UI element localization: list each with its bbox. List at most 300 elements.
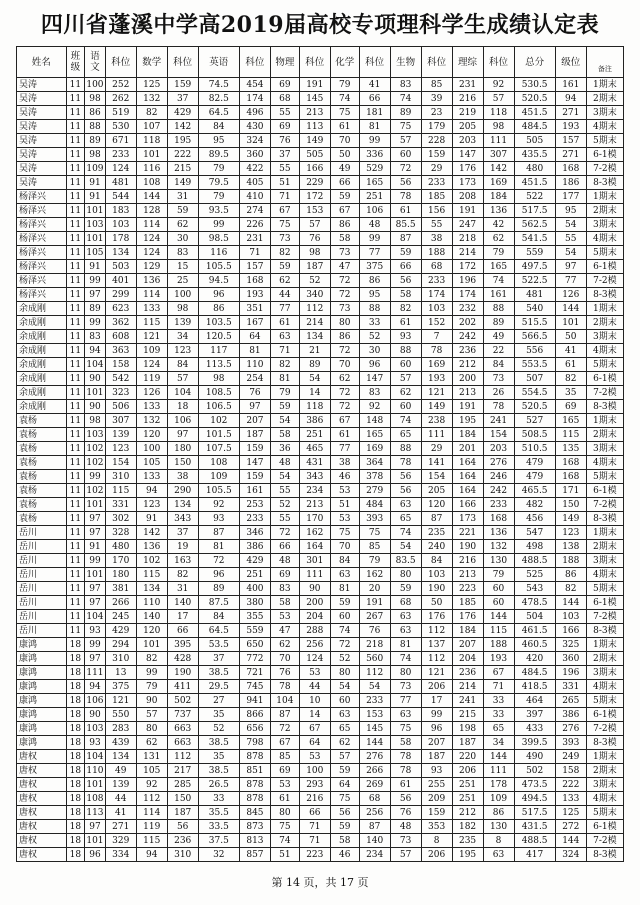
column-header: 班 级 [66,47,85,78]
table-cell: 10 [299,694,330,708]
table-cell: 64.5 [198,624,239,638]
table-cell: 38 [330,456,359,470]
table-cell: 14 [299,708,330,722]
table-cell: 139 [105,428,136,442]
table-cell: 74.5 [198,78,239,92]
table-cell: 76 [270,666,299,680]
table-cell: 84 [483,358,514,372]
table-cell: 92 [136,778,167,792]
table-cell: 623 [105,302,136,316]
table-cell: 4期末 [586,344,623,358]
table-cell: 139 [167,316,198,330]
table-cell: 187 [421,750,452,764]
table-cell: 104 [167,386,198,400]
table-cell: 95 [359,288,390,302]
table-cell: 439 [105,736,136,750]
table-cell: 72 [330,274,359,288]
table-cell: 82 [167,568,198,582]
table-cell: 188 [555,554,586,568]
table-row [17,428,624,442]
table-cell: 63 [270,330,299,344]
table-cell: 袁杨 [17,456,67,470]
table-cell: 68 [390,596,421,610]
table-cell: 岳川 [17,596,67,610]
table-cell: 岳川 [17,554,67,568]
table-cell: 559 [514,246,555,260]
table-cell: 429 [239,554,270,568]
table-cell: 11 [66,414,85,428]
table-cell: 5期末 [586,806,623,820]
table-cell: 60 [390,400,421,414]
table-cell: 37 [167,526,198,540]
table-cell: 134 [136,582,167,596]
table-cell: 85 [270,750,299,764]
table-cell: 11 [66,554,85,568]
table-cell: 53 [270,610,299,624]
table-cell: 478.5 [514,596,555,610]
table-cell: 98 [85,414,106,428]
table-cell: 433 [514,722,555,736]
table-cell: 88 [483,302,514,316]
table-cell: 190 [167,666,198,680]
table-cell: 496 [239,106,270,120]
table-cell: 95 [198,134,239,148]
column-header: 科位 [359,47,390,78]
table-cell: 149 [421,400,452,414]
table-cell: 431 [299,456,330,470]
table-cell: 72 [330,288,359,302]
table-cell: 147 [452,148,483,162]
table-cell: 115 [555,428,586,442]
table-cell: 484.5 [514,120,555,134]
table-cell: 60 [483,582,514,596]
table-cell: 79.5 [198,176,239,190]
table-cell: 72 [270,722,299,736]
table-cell: 101 [555,316,586,330]
table-row [17,358,624,372]
table-cell: 53 [299,750,330,764]
table-cell: 105 [136,764,167,778]
table-cell: 149 [555,512,586,526]
table-cell: 529 [359,162,390,176]
table-cell: 94 [136,848,167,862]
table-cell: 11 [66,344,85,358]
table-cell: 65 [390,428,421,442]
table-cell: 214 [452,680,483,694]
table-cell: 97 [85,582,106,596]
table-cell: 55 [555,232,586,246]
table-cell: 283 [105,722,136,736]
table-cell: 206 [421,848,452,862]
table-cell: 530.5 [514,78,555,92]
table-cell: 81 [390,638,421,652]
table-cell: 228 [421,134,452,148]
table-cell: 62 [270,638,299,652]
table-cell: 72 [330,344,359,358]
table-cell: 121 [421,666,452,680]
table-cell: 178 [483,778,514,792]
table-cell: 3期末 [586,442,623,456]
table-cell: 101 [86,233,104,244]
table-row [17,330,624,344]
table-cell: 142 [167,120,198,134]
table-cell: 6-1模 [586,148,623,162]
table-cell: 1期末 [586,638,623,652]
table-cell: 101.5 [198,428,239,442]
table-cell: 3期末 [586,330,623,344]
table-cell: 331 [555,680,586,694]
table-cell: 241 [452,694,483,708]
table-row [17,274,624,288]
table-cell: 82 [390,302,421,316]
table-cell: 41 [359,78,390,92]
table-cell: 19 [167,540,198,554]
table-cell: 153 [299,204,330,218]
table-cell: 159 [239,470,270,484]
table-cell: 873 [239,820,270,834]
table-cell: 508.5 [514,428,555,442]
table-cell: 94 [555,92,586,106]
table-cell: 878 [239,778,270,792]
table-cell: 174 [452,288,483,302]
table-cell: 144 [483,610,514,624]
table-row [17,400,624,414]
table-cell: 267 [359,610,390,624]
table-cell: 76 [359,624,390,638]
table-cell: 106 [167,414,198,428]
table-cell: 岳川 [17,568,67,582]
table-cell: 37 [270,148,299,162]
table-cell: 袁杨 [17,414,67,428]
table-cell: 506 [105,400,136,414]
table-cell: 82 [270,358,299,372]
table-cell: 218 [359,638,390,652]
table-cell: 74 [483,274,514,288]
table-cell: 83 [167,246,198,260]
table-cell: 608 [105,330,136,344]
table-cell: 167 [239,316,270,330]
table-cell: 132 [136,414,167,428]
table-cell: 89 [483,316,514,330]
table-cell: 余成刚 [17,302,67,316]
table-cell: 103 [86,429,104,440]
table-cell: 238 [421,414,452,428]
table-cell: 康鸿 [17,694,67,708]
table-cell: 33 [198,792,239,806]
table-cell: 397 [514,708,555,722]
table-cell: 60 [483,596,514,610]
table-cell: 78 [390,456,421,470]
table-cell: 172 [299,190,330,204]
table-cell: 75 [330,526,359,540]
table-cell: 435.5 [514,148,555,162]
table-cell: 95 [555,204,586,218]
table-cell: 343 [299,470,330,484]
table-cell: 68 [270,92,299,106]
table-cell: 84 [167,358,198,372]
table-cell: 103 [421,568,452,582]
table-cell: 216 [452,554,483,568]
table-cell: 94 [136,484,167,498]
table-cell: 61 [390,778,421,792]
table-cell: 190 [421,582,452,596]
table-cell: 66 [167,624,198,638]
table-cell: 81 [198,540,239,554]
table-cell: 31 [167,190,198,204]
table-cell: 236 [167,834,198,848]
table-cell: 3期末 [586,778,623,792]
table-cell: 18 [66,708,85,722]
table-cell: 87 [198,526,239,540]
table-row [17,372,624,386]
table-cell: 193 [239,288,270,302]
table-cell: 118 [483,106,514,120]
table-cell: 343 [167,512,198,526]
table-cell: 11 [66,162,85,176]
table-cell: 60 [390,358,421,372]
table-cell: 57 [390,848,421,862]
table-cell: 480 [105,540,136,554]
table-cell: 11 [66,512,85,526]
table-cell: 177 [555,190,586,204]
table-cell: 293 [299,778,330,792]
table-cell: 84 [421,554,452,568]
table-cell: 余成刚 [17,372,67,386]
table-cell: 25 [167,274,198,288]
table-cell: 93 [198,512,239,526]
table-cell: 78 [390,190,421,204]
table-cell: 246 [483,470,514,484]
table-cell: 62 [330,736,359,750]
table-cell: 83 [390,78,421,92]
table-cell: 33 [359,316,390,330]
table-cell: 7-2模 [586,610,623,624]
table-cell: 213 [299,106,330,120]
table-body [17,78,624,862]
table-row [17,596,624,610]
table-cell: 161 [239,484,270,498]
table-cell: 65 [330,722,359,736]
table-cell: 26 [483,386,514,400]
table-row [17,722,624,736]
table-cell: 196 [452,274,483,288]
table-cell: 34 [483,736,514,750]
table-cell: 159 [421,806,452,820]
table-cell: 110 [239,358,270,372]
table-cell: 99 [359,134,390,148]
table-cell: 878 [239,792,270,806]
table-cell: 178 [105,232,136,246]
table-cell: 451.5 [514,176,555,190]
table-cell: 650 [239,638,270,652]
table-cell: 81 [270,372,299,386]
table-cell: 158 [555,764,586,778]
table-row [17,288,624,302]
table-cell: 129 [136,260,167,274]
table-cell: 66 [299,806,330,820]
table-cell: 251 [239,568,270,582]
table-cell: 53 [270,778,299,792]
column-header: 理综 [452,47,483,78]
table-cell: 18 [66,778,85,792]
table-cell: 2期末 [586,204,623,218]
table-cell: 544 [105,190,136,204]
table-cell: 288 [299,624,330,638]
table-cell: 48 [270,554,299,568]
table-cell: 174 [421,288,452,302]
table-cell: 56 [390,484,421,498]
table-cell: 217 [167,764,198,778]
table-cell: 99 [85,638,106,652]
table-cell: 145 [299,92,330,106]
table-cell: 79 [483,568,514,582]
table-cell: 96 [198,288,239,302]
table-cell: 杨泽兴 [17,260,67,274]
table-cell: 360 [239,148,270,162]
table-cell: 6-1模 [586,596,623,610]
table-cell: 64 [299,736,330,750]
table-cell: 184 [452,428,483,442]
table-cell: 91 [85,176,106,190]
table-cell: 133 [136,470,167,484]
table-cell: 86 [198,302,239,316]
table-cell: 59 [330,190,359,204]
table-cell: 198 [452,722,483,736]
table-cell: 162 [299,526,330,540]
table-row [17,414,624,428]
table-cell: 488.5 [514,834,555,848]
table-cell: 92 [198,498,239,512]
table-cell: 745 [239,680,270,694]
table-cell: 226 [239,218,270,232]
table-row [17,78,624,92]
table-cell: 134 [167,498,198,512]
table-cell: 唐权 [17,778,67,792]
table-cell: 18 [66,666,85,680]
table-cell: 120 [421,498,452,512]
column-header: 语 文 [85,47,106,78]
table-cell: 473.5 [514,778,555,792]
table-cell: 541.5 [514,232,555,246]
table-cell: 149 [299,134,330,148]
table-cell: 唐权 [17,834,67,848]
table-cell: 515.5 [514,316,555,330]
table-cell: 165 [359,176,390,190]
table-cell: 147 [359,372,390,386]
table-cell: 49 [105,764,136,778]
table-cell: 63 [390,498,421,512]
table-cell: 125 [136,78,167,92]
table-cell: 878 [239,750,270,764]
table-cell: 62 [167,218,198,232]
table-cell: 144 [555,834,586,848]
table-cell: 547 [514,526,555,540]
table-cell: 42 [483,218,514,232]
table-cell: 8-3模 [586,400,623,414]
table-header-row [17,47,624,78]
table-cell: 59 [390,246,421,260]
table-cell: 27 [198,694,239,708]
table-cell: 497.5 [514,260,555,274]
table-cell: 72 [270,526,299,540]
table-cell: 53 [330,484,359,498]
table-cell: 310 [167,848,198,862]
table-cell: 169 [421,358,452,372]
table-cell: 56 [390,274,421,288]
table-cell: 205 [452,120,483,134]
table-cell: 200 [452,372,483,386]
table-cell: 164 [299,540,330,554]
table-cell: 150 [167,456,198,470]
table-cell: 72 [198,554,239,568]
table-cell: 140 [359,834,390,848]
table-cell: 4期末 [586,792,623,806]
table-cell: 90 [85,708,106,722]
table-cell: 康鸿 [17,638,67,652]
table-row [17,610,624,624]
table-cell: 杨泽兴 [17,274,67,288]
table-cell: 124 [136,246,167,260]
table-cell: 105 [136,456,167,470]
table-cell: 8-3模 [586,736,623,750]
table-cell: 11 [66,456,85,470]
table-cell: 56 [330,806,359,820]
table-cell: 18 [66,736,85,750]
table-cell: 87 [421,512,452,526]
table-cell: 87 [359,820,390,834]
table-cell: 191 [299,78,330,92]
table-cell: 82 [136,652,167,666]
table-cell: 11 [66,484,85,498]
table-cell: 64 [239,330,270,344]
table-cell: 136 [483,204,514,218]
table-cell: 96 [421,722,452,736]
table-cell: 216 [299,792,330,806]
table-cell: 吴涛 [17,176,67,190]
table-cell: 252 [105,78,136,92]
table-cell: 560 [359,652,390,666]
table-cell: 岳川 [17,624,67,638]
table-cell: 91 [85,190,106,204]
table-cell: 77 [555,274,586,288]
table-cell: 杨泽兴 [17,204,67,218]
column-header: 科位 [483,47,514,78]
table-cell: 121 [421,386,452,400]
table-cell: 岳川 [17,526,67,540]
table-cell: 56 [167,820,198,834]
table-cell: 154 [483,428,514,442]
table-cell: 223 [452,582,483,596]
table-cell: 112 [167,750,198,764]
table-cell: 721 [239,666,270,680]
table-cell: 杨泽兴 [17,246,67,260]
table-cell: 康鸿 [17,722,67,736]
table-cell: 420 [514,652,555,666]
table-cell: 307 [483,148,514,162]
table-cell: 44 [299,680,330,694]
table-cell: 47 [330,260,359,274]
table-cell: 5期末 [586,470,623,484]
table-cell: 65 [390,512,421,526]
table-cell: 131 [136,750,167,764]
table-cell: 48 [390,820,421,834]
table-row [17,120,624,134]
table-cell: 517.5 [514,806,555,820]
table-cell: 78 [483,400,514,414]
table-cell: 324 [239,134,270,148]
table-cell: 63 [483,848,514,862]
table-cell: 213 [299,498,330,512]
